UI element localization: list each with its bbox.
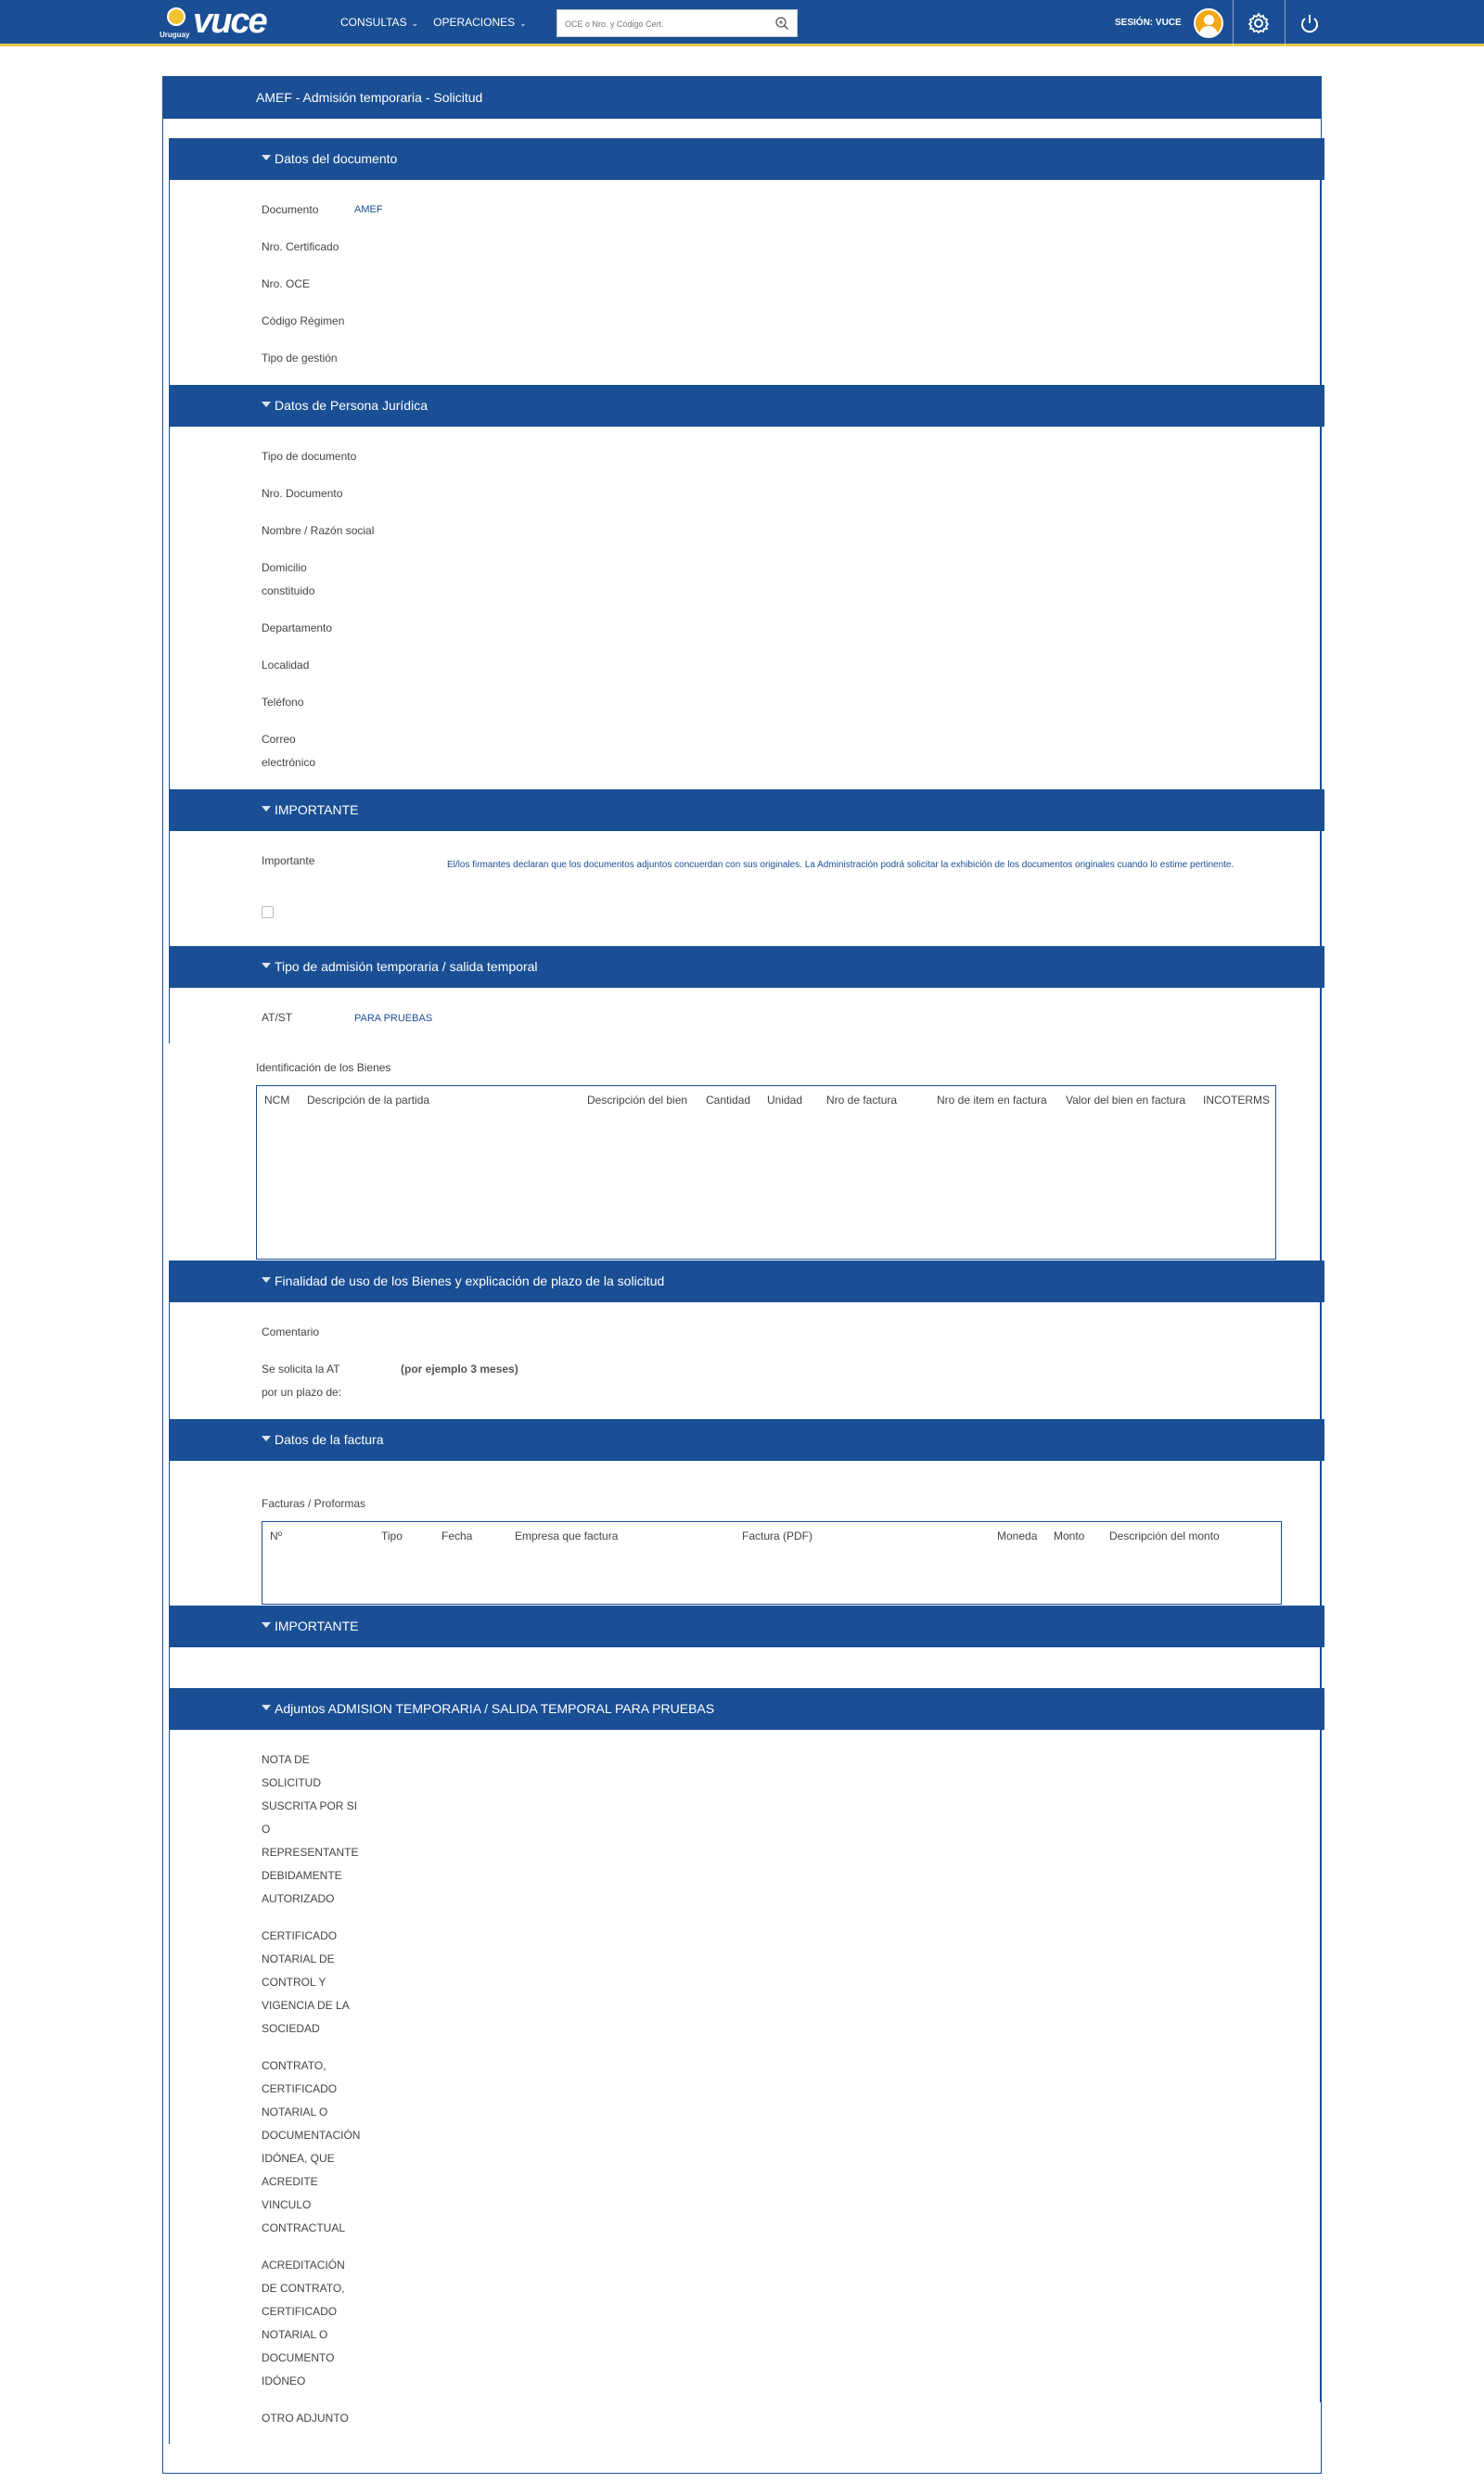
importante-checkbox[interactable] — [262, 906, 274, 918]
menu-operaciones[interactable]: OPERACIONES ⌄ — [433, 16, 527, 29]
caret-down-icon — [262, 1436, 271, 1441]
caret-down-icon — [262, 1622, 271, 1628]
caret-down-icon — [262, 963, 271, 968]
power-icon[interactable] — [1297, 10, 1323, 36]
field-label-tipo-documento: Tipo de documento — [262, 450, 357, 463]
attachment-label-nota-solicitud: NOTA DE SOLICITUD SUSCRITA POR SI O REPRESENTANTE DEBIDAMENTE AUTORIZADO — [262, 1753, 359, 1905]
section-persona-juridica[interactable] — [169, 385, 1324, 427]
chevron-down-icon: ⌄ — [411, 19, 419, 28]
gear-icon[interactable] — [1246, 10, 1272, 36]
field-label-at-st: AT/ST — [262, 1011, 293, 1024]
menu-consultas[interactable]: CONSULTAS ⌄ — [340, 16, 419, 29]
column-header: Fecha — [441, 1529, 473, 1542]
field-label-nro-certificado: Nro. Certificado — [262, 240, 339, 253]
bienes-label: Identificación de los Bienes — [256, 1061, 391, 1074]
search-box — [556, 9, 798, 37]
user-body-icon — [1199, 26, 1218, 38]
panel-header — [163, 77, 1321, 119]
section-title: Datos del documento — [275, 151, 398, 166]
column-header: Cantidad — [706, 1094, 751, 1107]
section-datos-documento[interactable] — [169, 138, 1324, 180]
column-header: NCM — [264, 1094, 290, 1107]
section-datos-factura[interactable] — [169, 1419, 1324, 1461]
field-label-plazo: Se solicita la AT por un plazo de: — [262, 1363, 342, 1399]
section-title: Adjuntos ADMISION TEMPORARIA / SALIDA TEMPORAL PARA PRUEBAS — [275, 1701, 715, 1716]
field-label-telefono: Teléfono — [262, 696, 304, 709]
caret-down-icon — [262, 1277, 271, 1283]
chevron-down-icon: ⌄ — [519, 19, 527, 28]
field-label-domicilio: Domicilio constituido — [262, 561, 315, 597]
column-header: Unidad — [767, 1094, 803, 1107]
search-icon[interactable] — [774, 16, 789, 31]
uruguay-seal-icon — [167, 7, 186, 26]
page-title: AMEF - Admisión temporaria - Solicitud — [256, 90, 483, 105]
section-title: Datos de Persona Jurídica — [275, 398, 428, 413]
field-label-tipo-gestion: Tipo de gestión — [262, 352, 338, 365]
column-header: Nº — [270, 1529, 283, 1542]
facturas-label: Facturas / Proformas — [262, 1497, 366, 1510]
column-header: Valor del bien en factura — [1066, 1094, 1186, 1107]
facturas-table — [262, 1521, 1282, 1605]
column-header: Descripción del bien — [587, 1094, 688, 1107]
caret-down-icon — [262, 806, 271, 812]
column-header: Nro de item en factura — [937, 1094, 1047, 1107]
section-importante-2[interactable] — [169, 1606, 1324, 1647]
attachment-label-acreditacion: ACREDITACIÓN DE CONTRATO, CERTIFICADO NOTARIAL O DOCUMENTO IDÓNEO — [262, 2259, 345, 2387]
search-input[interactable] — [565, 16, 769, 32]
plazo-hint: (por ejemplo 3 meses) — [401, 1363, 518, 1376]
field-value-at-st: PARA PRUEBAS — [354, 1013, 433, 1024]
nav-divider — [1233, 0, 1234, 46]
section-tipo-admision[interactable] — [169, 946, 1324, 988]
section-title: Datos de la factura — [275, 1432, 384, 1447]
column-header: Tipo — [381, 1529, 403, 1542]
session-label: SESIÓN: VUCE — [1115, 18, 1182, 28]
field-label-nro-documento: Nro. Documento — [262, 487, 343, 500]
attachment-label-otro: OTRO ADJUNTO — [262, 2412, 349, 2425]
field-label-importante: Importante — [262, 854, 315, 867]
column-header: Empresa que factura — [515, 1529, 619, 1542]
caret-down-icon — [262, 155, 271, 160]
section-adjuntos[interactable] — [169, 1688, 1324, 1730]
caret-down-icon — [262, 402, 271, 407]
field-label-departamento: Departamento — [262, 621, 333, 634]
field-label-correo: Correo electrónico — [262, 733, 316, 769]
main-menu — [340, 16, 527, 29]
field-label-nro-oce: Nro. OCE — [262, 277, 311, 290]
user-head-icon — [1204, 15, 1214, 25]
top-navbar — [0, 0, 1484, 46]
importante-note: El/los firmantes declaran que los documentos adjuntos concuerdan con sus originales. La Administración podrá solicitar la exhibición de los documentos originales cuando lo estime pertinente. — [447, 860, 1235, 870]
column-header: Descripción del monto — [1109, 1529, 1220, 1542]
column-header: Descripción de la partida — [307, 1094, 430, 1107]
column-header: Monto — [1054, 1529, 1085, 1542]
column-header: INCOTERMS — [1203, 1094, 1270, 1107]
avatar[interactable] — [1194, 8, 1223, 38]
column-header: Factura (PDF) — [742, 1529, 813, 1542]
nav-divider — [1285, 0, 1286, 46]
field-label-comentario: Comentario — [262, 1325, 320, 1338]
logo-country: Uruguay — [160, 31, 190, 39]
attachment-label-contrato: CONTRATO, CERTIFICADO NOTARIAL O DOCUMENTACIÓN IDÓNEA, QUE ACREDITE VINCULO CONTRACTUAL — [262, 2059, 361, 2234]
section-border-left — [169, 139, 170, 1043]
vuce-logo[interactable] — [160, 2, 299, 41]
section-title: Tipo de admisión temporaria / salida temporal — [275, 959, 538, 974]
field-label-documento: Documento — [262, 203, 319, 216]
field-label-codigo-regimen: Código Régimen — [262, 314, 345, 327]
section-title: Finalidad de uso de los Bienes y explicación de plazo de la solicitud — [275, 1273, 665, 1288]
caret-down-icon — [262, 1705, 271, 1710]
bienes-table — [256, 1085, 1276, 1260]
section-title: IMPORTANTE — [275, 1619, 359, 1633]
column-header: Moneda — [997, 1529, 1038, 1542]
section-finalidad[interactable] — [169, 1261, 1324, 1302]
field-label-razon-social: Nombre / Razón social — [262, 524, 375, 537]
logo-brand: vuce — [193, 2, 266, 41]
attachment-label-certificado-notarial: CERTIFICADO NOTARIAL DE CONTROL Y VIGENCIA DE LA SOCIEDAD — [262, 1929, 350, 2035]
field-value-documento: AMEF — [354, 204, 383, 215]
section-title: IMPORTANTE — [275, 802, 359, 817]
section-importante[interactable] — [169, 789, 1324, 831]
column-header: Nro de factura — [826, 1094, 898, 1107]
field-label-localidad: Localidad — [262, 659, 310, 672]
